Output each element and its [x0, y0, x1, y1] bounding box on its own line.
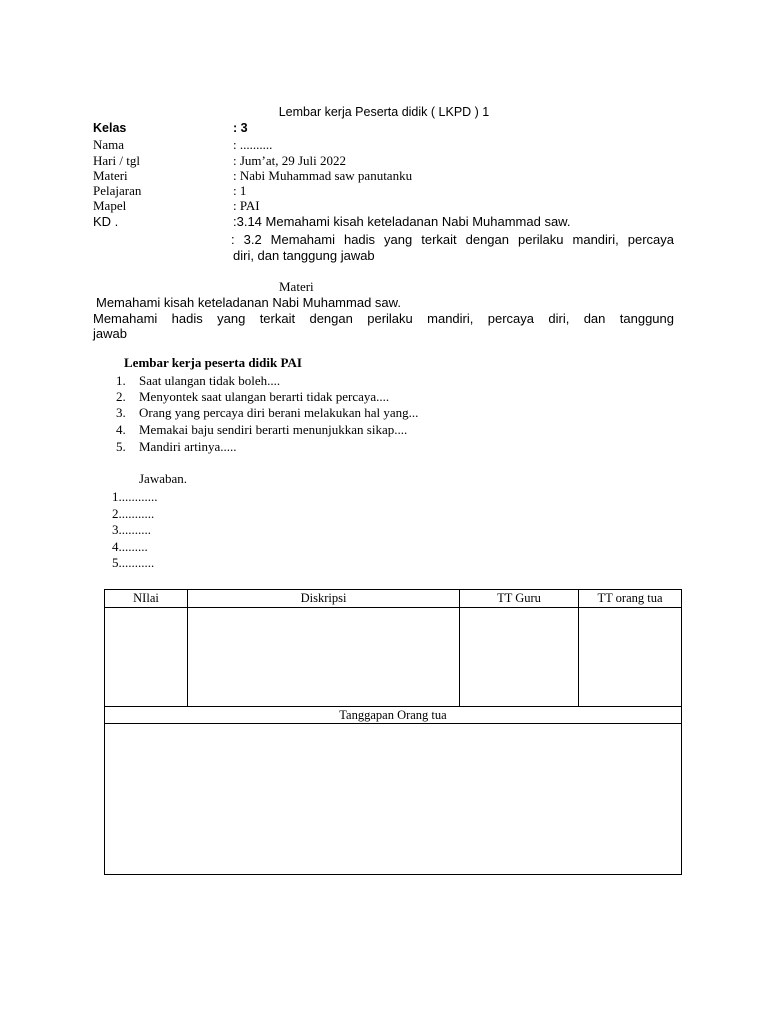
answer-line: 3..........: [112, 522, 151, 537]
question-number: 4.: [116, 422, 126, 437]
field-value-hari: : Jum’at, 29 Juli 2022: [233, 153, 347, 168]
answer-line: 5...........: [112, 555, 155, 570]
question-text: Orang yang percaya diri berani melakukan hal yang...: [139, 405, 419, 420]
materi-line-3: jawab: [93, 326, 127, 341]
question-number: 5.: [116, 439, 126, 454]
question-number: 2.: [116, 389, 126, 404]
cell-tt-orang-tua[interactable]: [579, 608, 682, 707]
cell-tt-guru[interactable]: [460, 608, 579, 707]
header-nilai: NIlai: [105, 590, 188, 608]
materi-line-2: [93, 311, 674, 326]
materi-line-2-text: Memahami hadis yang terkait dengan perilaku mandiri, percaya diri, dan tanggung: [93, 311, 674, 326]
field-label-materi: Materi: [93, 168, 128, 183]
question-text: Memakai baju sendiri berarti menunjukkan sikap....: [139, 422, 408, 437]
header-tt-orang-tua: TT orang tua: [579, 590, 682, 608]
kd-line-2-text: : 3.2 Memahami hadis yang terkait dengan perilaku mandiri, percaya: [231, 232, 674, 247]
answer-line: 4.........: [112, 539, 148, 554]
field-label-mapel: Mapel: [93, 198, 127, 213]
question-text: Saat ulangan tidak boleh....: [139, 373, 281, 388]
question-number: 1.: [116, 373, 126, 388]
field-value-nama: : ..........: [233, 137, 273, 152]
tanggapan-heading: Tanggapan Orang tua: [105, 707, 682, 724]
question-number: 3.: [116, 405, 126, 420]
cell-diskripsi[interactable]: [188, 608, 460, 707]
field-label-hari: Hari / tgl: [93, 153, 140, 168]
field-value-kelas: : 3: [233, 121, 248, 135]
cell-tanggapan[interactable]: [105, 724, 682, 875]
field-value-kd: :3.14 Memahami kisah keteladanan Nabi Muhammad saw.: [233, 214, 571, 229]
field-label-pelajaran: Pelajaran: [93, 183, 142, 198]
grading-table: [104, 589, 682, 875]
header-tt-guru: TT Guru: [460, 590, 579, 608]
field-value-mapel: : PAI: [233, 198, 260, 213]
materi-line-1: Memahami kisah keteladanan Nabi Muhammad saw.: [96, 295, 401, 310]
field-value-materi: : Nabi Muhammad saw panutanku: [233, 168, 413, 183]
worksheet-heading: Lembar kerja peserta didik PAI: [124, 355, 302, 370]
kd-line-2: [231, 232, 674, 247]
materi-heading: Materi: [279, 279, 314, 294]
table-row: [105, 608, 682, 707]
tanggapan-header-row: [105, 707, 682, 724]
field-value-pelajaran: : 1: [233, 183, 247, 198]
field-label-kelas: Kelas: [93, 121, 127, 135]
answer-line: 2...........: [112, 506, 155, 521]
table-header-row: [105, 590, 682, 608]
question-text: Menyontek saat ulangan berarti tidak percaya....: [139, 389, 390, 404]
field-label-nama: Nama: [93, 137, 125, 152]
document-title: Lembar kerja Peserta didik ( LKPD ) 1: [278, 105, 490, 119]
header-diskripsi: Diskripsi: [188, 590, 460, 608]
field-label-kd: KD .: [93, 214, 119, 229]
jawaban-heading: Jawaban.: [139, 471, 188, 486]
question-text: Mandiri artinya.....: [139, 439, 237, 454]
kd-line-3: diri, dan tanggung jawab: [233, 248, 375, 263]
answer-line: 1............: [112, 489, 158, 504]
tanggapan-body-row: [105, 724, 682, 875]
cell-nilai[interactable]: [105, 608, 188, 707]
